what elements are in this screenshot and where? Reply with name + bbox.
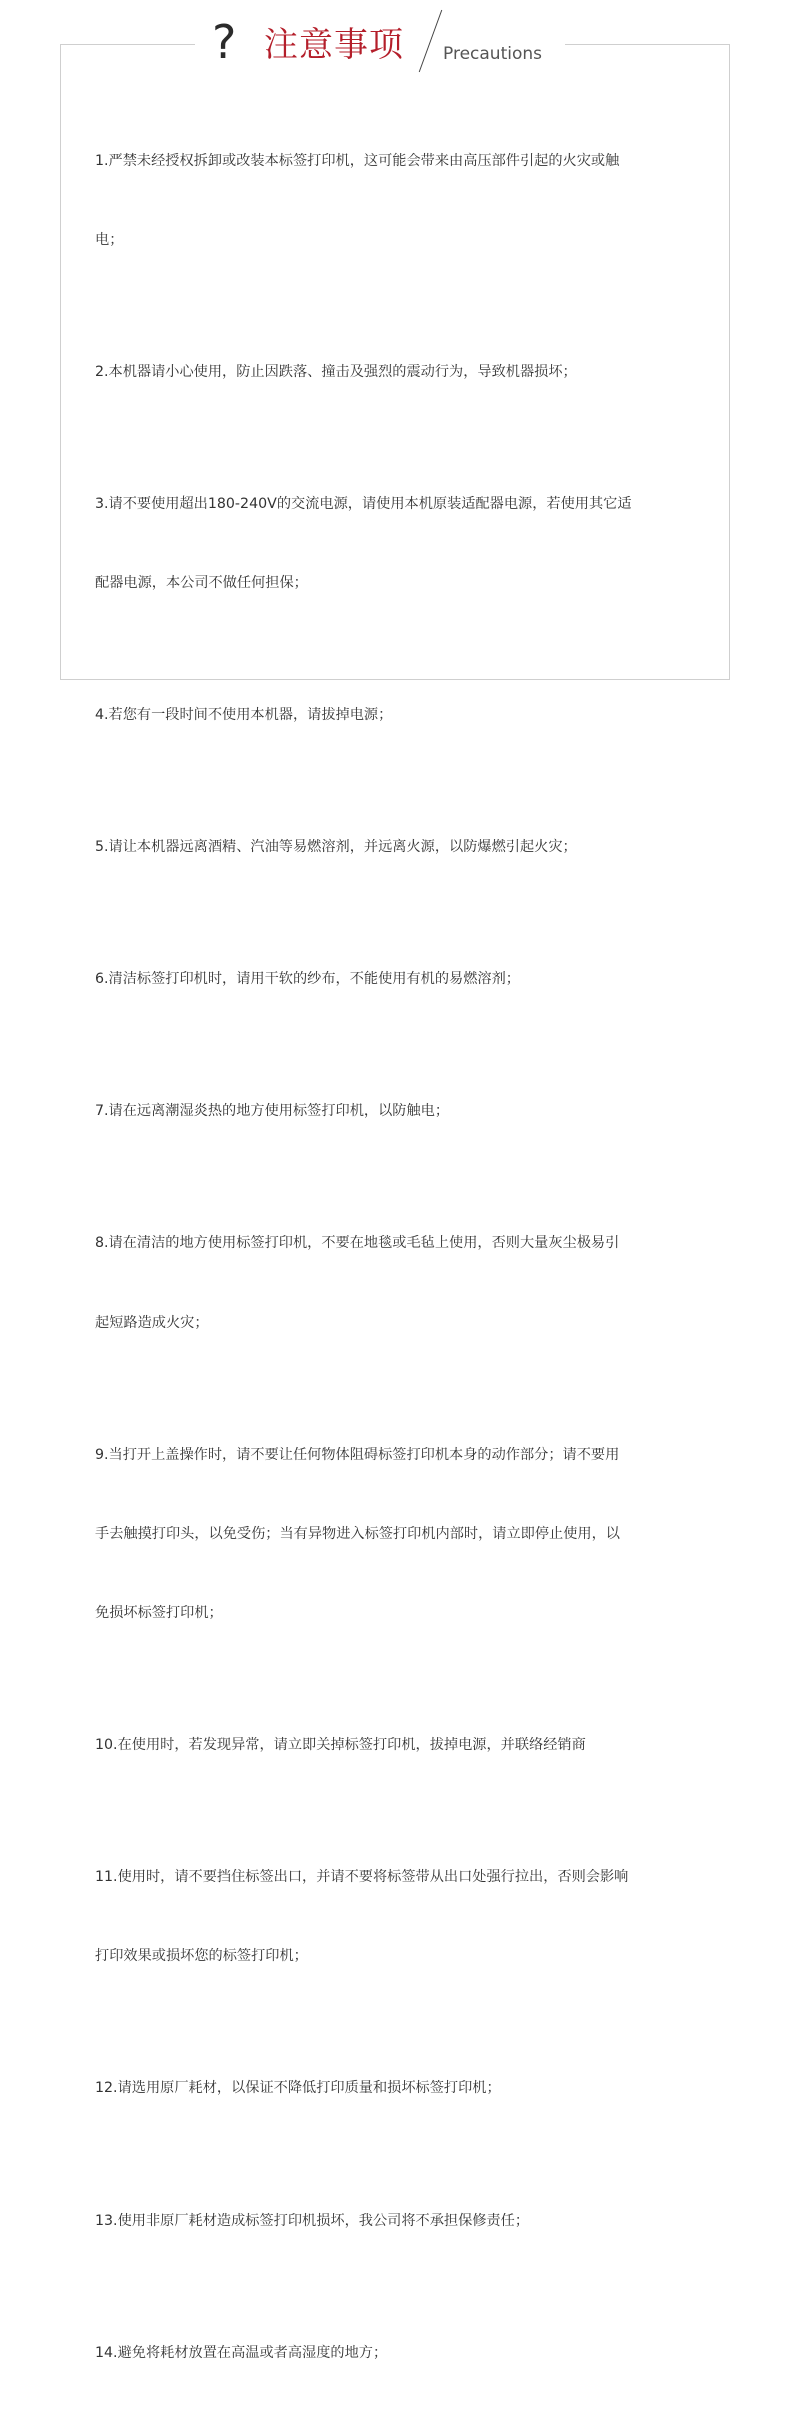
page-title: 注意事项: [264, 25, 404, 65]
item-line: 7.请在远离潮湿炎热的地方使用标签打印机，以防触电；: [95, 1103, 450, 1120]
list-item: [95, 650, 700, 782]
item-line: 4.若您有一段时间不使用本机器，请拔掉电源；: [95, 707, 393, 724]
item-line: 电；: [95, 232, 124, 249]
item-line: 3.请不要使用超出180-240V的交流电源，请使用本机原装适配器电源，若使用其它适: [95, 496, 632, 513]
item-line: 10.在使用时，若发现异常，请立即关掉标签打印机，拔掉电源，并联络经销商: [95, 1737, 586, 1754]
question-mark-icon: ?: [212, 15, 237, 69]
list-item: [95, 1389, 700, 1679]
list-item: [95, 95, 700, 306]
list-item: [95, 2023, 700, 2155]
precautions-list: [95, 95, 700, 2419]
item-line: 14.避免将耗材放置在高温或者高湿度的地方；: [95, 2344, 388, 2361]
item-line: 5.请让本机器远离酒精、汽油等易燃溶剂，并远离火源，以防爆燃引起火灾；: [95, 839, 577, 856]
item-line: 8.请在清洁的地方使用标签打印机，不要在地毯或毛毡上使用，否则大量灰尘极易引: [95, 1235, 620, 1252]
list-item: [95, 1811, 700, 2022]
item-line: 9.当打开上盖操作时，请不要让任何物体阻碍标签打印机本身的动作部分；请不要用: [95, 1446, 620, 1463]
item-line: 6.清洁标签打印机时，请用干软的纱布，不能使用有机的易燃溶剂；: [95, 971, 520, 988]
item-line: 13.使用非原厂耗材造成标签打印机损坏，我公司将不承担保修责任；: [95, 2212, 530, 2229]
list-item: [95, 2287, 700, 2419]
list-item: [95, 914, 700, 1046]
item-line: 打印效果或损坏您的标签打印机；: [95, 1948, 308, 1965]
list-item: [95, 1046, 700, 1178]
item-line: 配器电源，本公司不做任何担保；: [95, 575, 308, 592]
list-item: [95, 438, 700, 649]
item-line: 手去触摸打印头，以免受伤；当有异物进入标签打印机内部时，请立即停止使用，以: [95, 1525, 620, 1542]
list-item: [95, 782, 700, 914]
item-line: 起短路造成火灾；: [95, 1314, 209, 1331]
item-line: 1.严禁未经授权拆卸或改装本标签打印机，这可能会带来由高压部件引起的火灾或触: [95, 152, 620, 169]
list-item: [95, 1679, 700, 1811]
list-item: [95, 1178, 700, 1389]
item-line: 11.使用时，请不要挡住标签出口，并请不要将标签带从出口处强行拉出，否则会影响: [95, 1869, 629, 1886]
item-line: 免损坏标签打印机；: [95, 1605, 223, 1622]
page-subtitle: Precautions: [443, 44, 542, 64]
item-line: 2.本机器请小心使用，防止因跌落、撞击及强烈的震动行为，导致机器损坏；: [95, 364, 577, 381]
item-line: 12.请选用原厂耗材，以保证不降低打印质量和损坏标签打印机；: [95, 2080, 501, 2097]
list-item: [95, 306, 700, 438]
list-item: [95, 2155, 700, 2287]
